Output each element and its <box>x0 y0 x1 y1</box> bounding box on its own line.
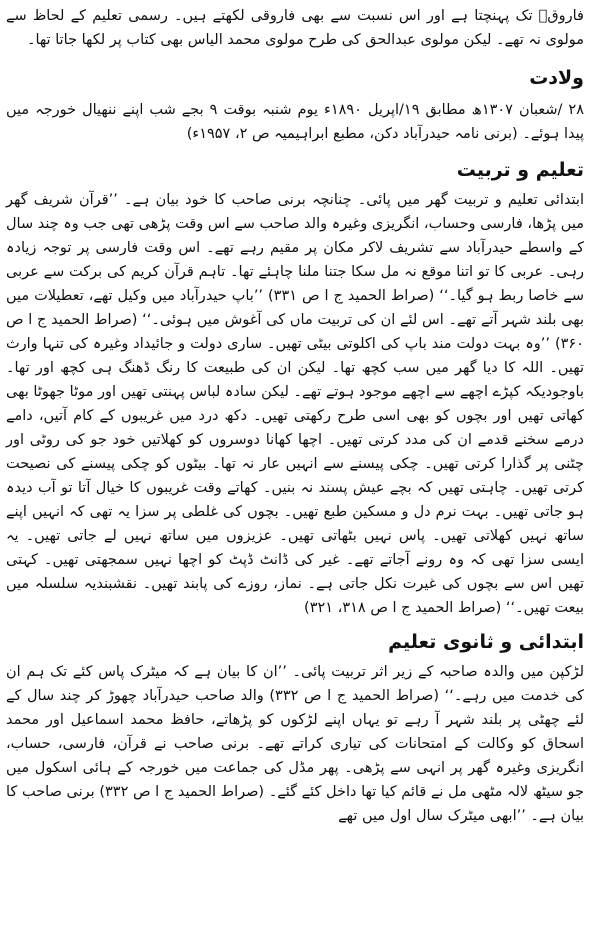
upbringing-heading: تعلیم و تربیت <box>456 159 584 181</box>
intro-paragraph: فاروقؔ تک پہنچتا ہے اور اس نسبت سے بھی فاروقی لکھتے ہیں۔ رسمی تعلیم کے لحاظ سے مولوی نہ تھے۔ لیکن مولوی عبدالحق کی طرح مولوی محمد الیاس بھی کتاب پر لکھا جاتا تھا۔ <box>6 8 584 48</box>
document-page <box>6 4 584 930</box>
birth-paragraph: ۲۸ /شعبان ۱۳۰۷ھ مطابق ۱۹/اپریل ۱۸۹۰ء یوم شنبہ بوقت ۹ بجے شب اپنے ننھیال خورجہ میں پیدا ہوئے۔ (برنی نامہ حیدرآباد دکن، مطبع ابراہیمیہ ص ۲، ۱۹۵۷ء) <box>6 102 584 142</box>
upbringing-paragraph: ابتدائی تعلیم و تربیت گھر میں پائی۔ چنانچہ برنی صاحب کا خود بیان ہے۔ ’’قرآن شریف گھر میں پڑھا، فارسی وحساب، انگریزی وغیرہ والد صاحب سے اس وقت پڑھی تھی جب وہ چند سال کے واسطے حیدرآباد سے تشریف لاکر مکان پر مقیم رہے تھے۔ اس وقت فارسی پر توجہ زیادہ رہی۔ عربی کا تو اتنا موقع نہ مل سکا جتنا ملنا چاہئے تھا۔ تاہم قرآن کریم کی برکت سے عربی سے خاصا ربط ہو گیا۔‘‘ (صراط الحمید ج ا ص ۳۳۱) ’’باپ حیدرآباد میں وکیل تھے، تعطیلات میں بھی بلند شہر آتے تھے۔ اس لئے ان کی تربیت ماں کی آغوش میں ہوئی۔‘‘ (صراط الحمید ج ا ص ۳۶۰) ’’وہ بہت دولت مند باپ کی اکلوتی بیٹی تھیں۔ ساری دولت و جائیداد وغیرہ کی تنہا وارث تھیں۔ اللہ کا دیا گھر میں سب کچھ تھا۔ لیکن ان کی طبیعت کا رنگ ڈھنگ ہی کچھ اور تھا۔ باوجودیکہ کپڑے اچھے سے اچھے موجود ہوتے تھے۔ لیکن سادہ لباس پہنتی تھیں اور موٹا جھوٹا بھی کھاتی تھیں اور بچوں کو بھی اسی طرح رکھتی تھیں۔ دکھ درد میں غریبوں کے کام آتیں، دامے درمے سخنے قدمے ان کی مدد کرتی تھیں۔ اچھا کھانا دوسروں کو کھلاتیں خود جو کی روٹی اور چٹنی پر گذارا کرتی تھیں۔ چکی پیسنے سے انہیں عار نہ تھا۔ بیٹوں کو چکی پیسنے کی نصیحت کرتی تھیں۔ چاہتی تھیں کہ بچے عیش پسند نہ بنیں۔ کھاتے وقت غریبوں کا خیال آتا تو آب دیدہ ہو جاتی تھیں۔ بہت نرم دل و مسکین طبع تھیں۔ بچوں کی غلطی پر سزا یہ تھی کہ انہیں اپنے ساتھ نہیں کھلاتی تھیں۔ پاس نہیں بٹھاتی تھیں۔ عزیزوں میں ساتھ نہیں لے جاتی تھیں۔ یہ ایسی سزا تھی کہ وہ رونے آجاتے تھے۔ غیر کی ڈانٹ ڈپٹ کو اچھا نہیں سمجھتی تھیں۔ کہتی تھیں اس سے بچوں کی غیرت نکل جاتی ہے۔ نماز، روزے کی پابند تھیں۔ نقشبندیہ سلسلہ میں بیعت تھیں۔‘‘ (صراط الحمید ج ا ص ۳۱۸، ۳۲۱) <box>6 192 584 616</box>
birth-heading: ولادت <box>529 67 584 89</box>
education-heading: ابتدائی و ثانوی تعلیم <box>388 631 584 653</box>
education-paragraph: لڑکپن میں والدہ صاحبہ کے زیر اثر تربیت پائی۔ ’’ان کا بیان ہے کہ میٹرک پاس کئے تک ہم ان کی خدمت میں رہے۔‘‘ (صراط الحمید ج ا ص ۳۳۲) والد صاحب حیدرآباد چھوڑ کر چند سال کے لئے چھٹی پر بلند شہر آ رہے تو یہاں اپنے لڑکوں کو پڑھاتے، حافظ محمد اسماعیل اور محمد اسحاق کو وکالت کے امتحانات کی تیاری کراتے تھے۔ برنی صاحب نے قرآن، فارسی، حساب، انگریزی وغیرہ گھر پر انہی سے پڑھی۔ پھر مڈل کی جماعت میں خورجہ کے ہائی اسکول میں جو سیٹھ لالہ مٹھی مل نے قائم کیا تھا داخل کئے گئے۔ (صراط الحمید ج ا ص ۳۳۲) برنی صاحب کا بیان ہے۔ ’’ابھی میٹرک سال اول میں تھے <box>6 664 584 824</box>
